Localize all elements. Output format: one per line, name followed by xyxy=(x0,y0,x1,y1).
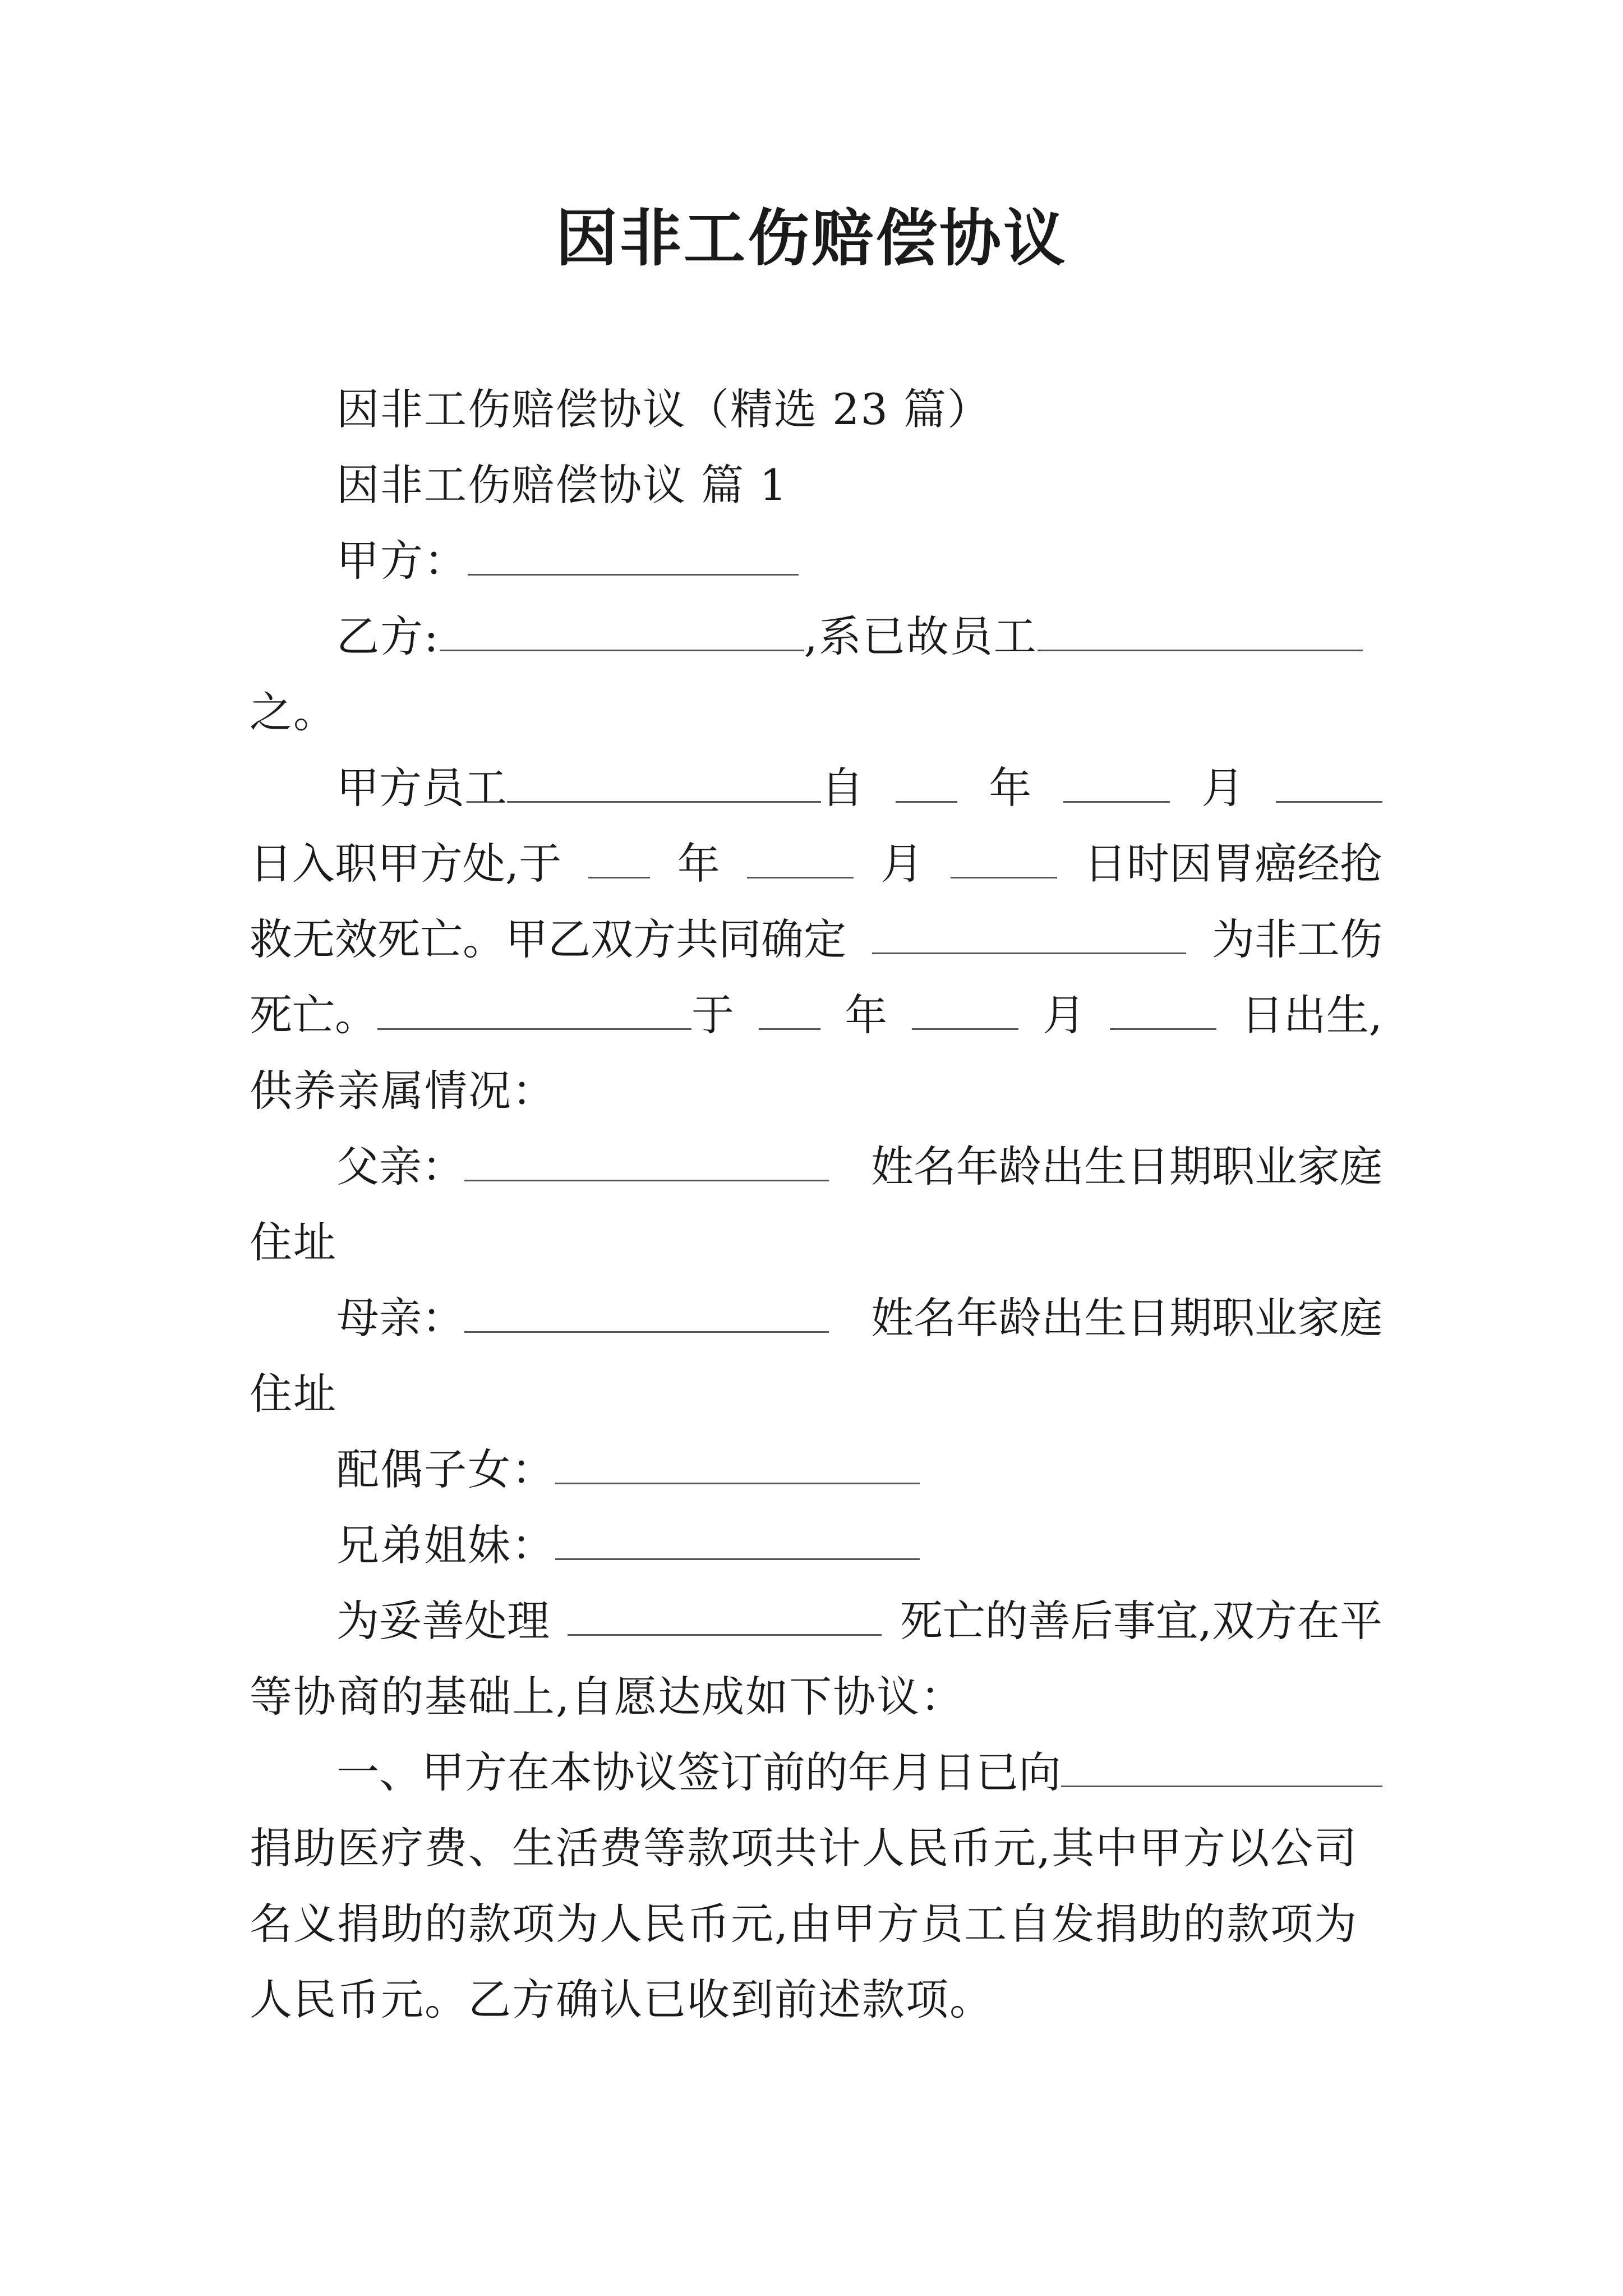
para1-line2 xyxy=(250,836,1382,892)
father-label: 父亲： xyxy=(336,1142,464,1191)
mother-fields: 姓名年龄出生日期职业家庭 xyxy=(871,1293,1382,1343)
para1-l1-c: 年 xyxy=(989,763,1032,813)
para1-line3 xyxy=(250,912,1382,968)
death-month-blank xyxy=(747,836,854,878)
siblings-blank xyxy=(555,1518,920,1560)
para1-line5: 供养亲属情况： xyxy=(250,1066,556,1116)
deceased-name-blank xyxy=(1038,609,1363,651)
para1-l1-d: 月 xyxy=(1201,763,1244,813)
birth-month-blank xyxy=(912,988,1018,1030)
party-b-relation: ,系已故员工 xyxy=(804,611,1038,661)
father-fields: 姓名年龄出生日期职业家庭 xyxy=(871,1142,1382,1191)
para1-l2-a: 日入职甲方处,于 xyxy=(250,839,562,889)
deceased-blank xyxy=(568,1594,882,1636)
para2-line2: 等协商的基础上,自愿达成如下协议： xyxy=(250,1672,965,1722)
birth-year-blank xyxy=(759,988,820,1030)
spouse-label: 配偶子女： xyxy=(336,1444,555,1494)
mother-label: 母亲： xyxy=(336,1293,464,1343)
para1-l4-d: 月 xyxy=(1043,990,1086,1040)
para1-l3-a: 救无效死亡。甲乙双方共同确定 xyxy=(250,914,846,964)
para1-l2-c: 月 xyxy=(880,839,924,889)
death-year-blank xyxy=(588,836,650,878)
mother-row xyxy=(336,1290,1382,1346)
clause1-l1: 一、甲方在本协议签订前的年月日已向 xyxy=(336,1747,1061,1797)
clause1-line2: 捐助医疗费、生活费等款项共计人民币元,其中甲方以公司 xyxy=(250,1823,1358,1873)
spouse-row xyxy=(336,1442,1382,1498)
death-day-blank xyxy=(951,836,1057,878)
birth-day-blank xyxy=(1110,988,1216,1030)
para1-l1-a: 甲方员工 xyxy=(336,763,507,813)
para1-l4-b: 于 xyxy=(691,990,734,1040)
clause1-line3: 名义捐助的款项为人民币元,由甲方员工自发捐助的款项为 xyxy=(250,1899,1358,1949)
document-subtitle: 因非工伤赔偿协议（精选 23 篇） xyxy=(336,384,992,434)
para1-l2-b: 年 xyxy=(677,839,720,889)
spouse-blank xyxy=(555,1442,920,1484)
party-b-row xyxy=(336,609,1382,665)
siblings-label: 兄弟姐妹： xyxy=(336,1520,555,1570)
party-a-label: 甲方： xyxy=(336,536,468,586)
mother-blank xyxy=(464,1291,829,1333)
siblings-row xyxy=(336,1517,1382,1573)
para1-l4-e: 日出生, xyxy=(1241,990,1382,1040)
para1-l4-a: 死亡。 xyxy=(250,990,377,1040)
para1-l2-d: 日时因胃癌经抢 xyxy=(1083,839,1382,889)
page-title: 因非工伤赔偿协议 xyxy=(556,203,1067,274)
party-b-blank xyxy=(440,609,804,651)
clause1-line4: 人民币元。乙方确认已收到前述款项。 xyxy=(250,1975,993,2024)
article-heading: 因非工伤赔偿协议 篇 1 xyxy=(336,460,788,510)
recipient-blank xyxy=(1061,1745,1382,1787)
employee-name-blank xyxy=(507,761,821,803)
party-a-blank xyxy=(468,533,799,576)
para1-l3-b: 为非工伤 xyxy=(1212,914,1382,964)
join-month-blank xyxy=(1063,761,1170,803)
para1-line4 xyxy=(250,987,1382,1043)
join-day-blank xyxy=(1276,761,1382,803)
birth-name-blank xyxy=(377,988,691,1030)
para2-l1-a: 为妥善处理 xyxy=(336,1596,550,1646)
father-row xyxy=(336,1139,1382,1195)
para1-l1-b: 自 xyxy=(821,763,864,813)
para1-line1 xyxy=(336,760,1382,816)
join-year-blank xyxy=(896,761,957,803)
party-a-row xyxy=(336,533,1382,589)
confirmed-name-blank xyxy=(872,912,1186,954)
party-b-label: 乙方: xyxy=(336,611,440,661)
father-blank xyxy=(464,1139,829,1181)
para2-line1 xyxy=(336,1593,1382,1649)
mother-tail: 住址 xyxy=(250,1369,337,1419)
father-tail: 住址 xyxy=(250,1217,337,1267)
clause1-line1 xyxy=(336,1745,1382,1801)
party-b-suffix: 之。 xyxy=(250,687,337,737)
para2-l1-b: 死亡的善后事宜,双方在平 xyxy=(900,1596,1382,1646)
para1-l4-c: 年 xyxy=(845,990,888,1040)
